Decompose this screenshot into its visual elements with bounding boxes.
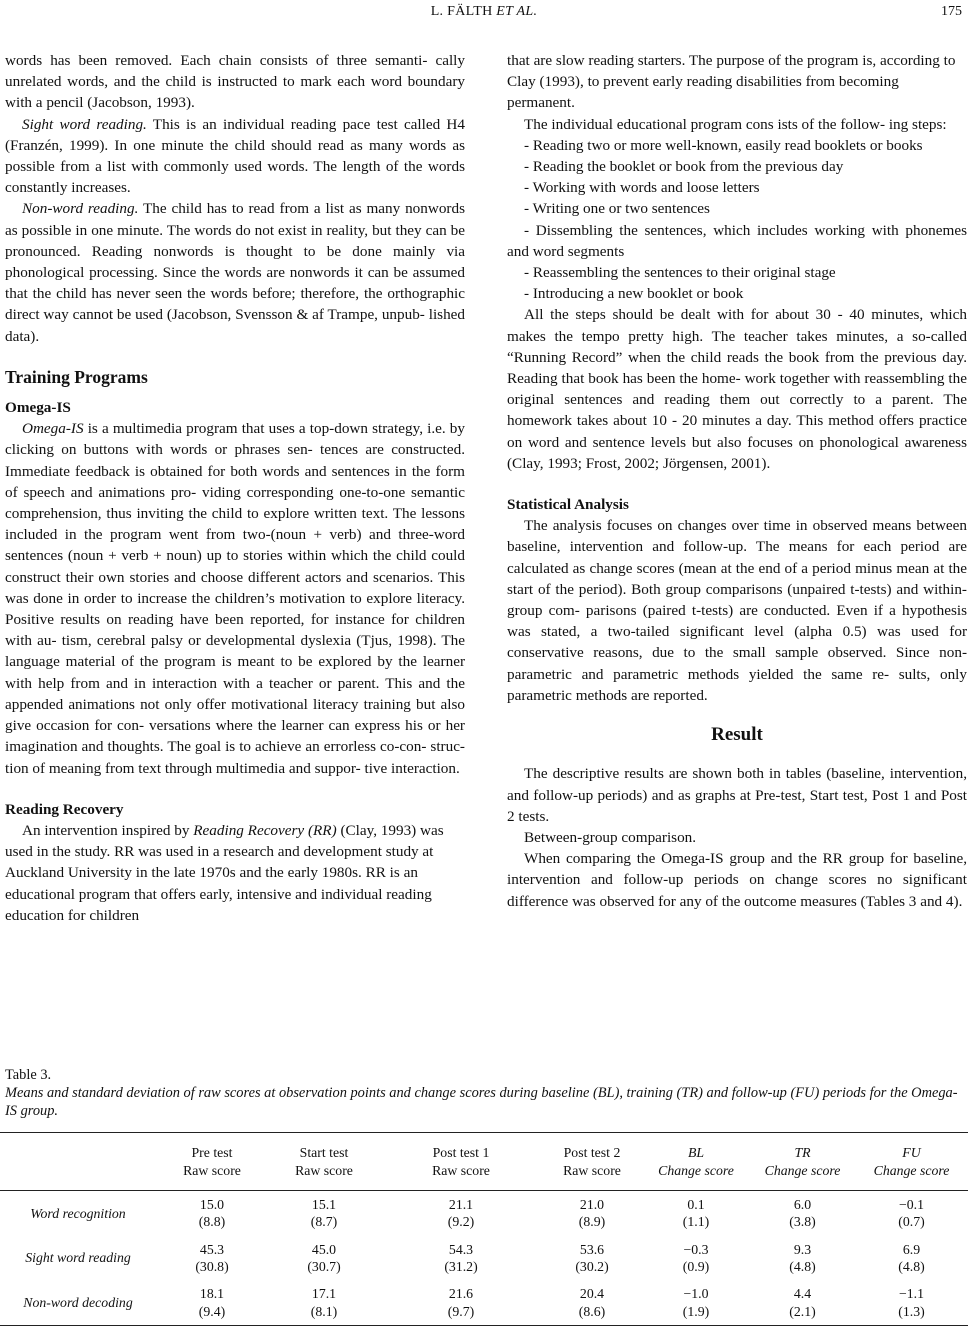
paragraph-text: is a multimedia program that uses a top-down strategy, i.e. by clicking on buttons with words or phrases sen- tences are constructed. Immediate feedback is obtained for both words and sentences in the form of speech and animations pro- viding corresponding one-to-one semantic comprehension, thus inviting the child to explore written text. The lessons included in the program went from two-(noun + verb) and three-word sentences (noun + verb + noun) up to stories within which the child could construct their own stories and choose different actors and scenarios. This was done in order to increase the children’s motivation to explore literacy. Positive results on reading have been reported, for instance for children with au- tism, cerebral palsy or developmental dyslexia (Tjus, 1998). The language material of the program is meant to be explored by the learner with help from and in interaction with a teacher or parent. This and the appended animations not only offer motivational literacy training but also give occasion for con- versations where the learner can express his or her imagination and thoughts. The goal is to achieve an errorless co-con- struc- tion of meaning from text through multimedia and suppor- tive interaction. (5, 420, 465, 777)
paragraph-text: An intervention inspired by (22, 821, 194, 839)
right-column (507, 50, 967, 912)
row-label: Sight word reading (25, 1250, 131, 1266)
table-header-row (0, 1133, 968, 1191)
table-cell: 6.9 (4.8) (898, 1241, 925, 1274)
table-cell: 20.4 (8.6) (542, 1281, 642, 1326)
paragraph: words has been removed. Each chain consists of three semanti- cally unrelated words, and the child is instructed to mark each word boundary with a pencil (Jacobson, 1993). (5, 52, 465, 112)
subsection-heading-rr: Reading Recovery (5, 800, 124, 818)
step-item: - Reassembling the sentences to their original stage (524, 264, 836, 282)
table-cell: 54.3 (31.2) (444, 1241, 478, 1274)
paragraph: that are slow reading starters. The purpose of the program is, according to Clay (1993), to prevent early reading disabilities from becoming permanent. (507, 52, 956, 112)
table-cell: 45.0 (30.7) (307, 1241, 341, 1274)
running-head-etal: ET AL. (496, 4, 538, 19)
table-row (0, 1236, 968, 1281)
table-cell: −0.1 (0.7) (898, 1196, 925, 1230)
paragraph-non-word (5, 198, 465, 346)
table-cell: 18.1 (9.4) (156, 1281, 268, 1326)
paragraph: Between-group comparison. (524, 828, 697, 846)
step-item: - Dissembling the sentences, which includes working with phonemes and word segments (507, 221, 967, 260)
paragraph: All the steps should be dealt with for about 30 - 40 minutes, which makes the tempo pretty high. The teacher takes minutes, a so-called “Running Record” when the child reads the book from the previous day. Reading that book has been the home- work together with reassembling the original sentences and reading them out correctly to a parent. The homework takes about 10 - 20 minutes a day. This method offers practice on word and sentence levels but also focuses on phonological awareness (Clay, 1993; Frost, 2002; Jörgensen, 2001). (507, 306, 967, 472)
caption-text: ) periods for the Omega-IS group. (5, 1085, 958, 1119)
running-head-author: L. FÄLTH (430, 4, 493, 19)
paragraph-text: The child has to read from a list as many nonwords as possible in one minute. The words do not exist in reality, but they can be pronounced. Reading nonwords is thought to be done mainly via phonological processing. Since the words are nonwords it can be assumed that the child has never seen the words before; therefore, the orthographic direct way cannot be used (Jacobson, Svensson & af Trampe, unpub- lished data). (5, 200, 465, 345)
run-in-label: Reading Recovery (RR) (193, 821, 337, 839)
step-item: - Working with words and loose letters (524, 179, 760, 197)
caption-text: ), training ( (614, 1085, 682, 1101)
table-cell: 9.3 (4.8) (789, 1241, 816, 1274)
header-cell: Post test 1 Raw score (380, 1133, 542, 1191)
table-cell: 15.0 (8.8) (198, 1196, 226, 1230)
row-label: Word recognition (30, 1205, 126, 1221)
run-in-label: Sight word reading. (22, 115, 147, 133)
table-cell: −0.3 (0.9) (682, 1241, 710, 1274)
header-cell: Post test 2 Raw score (542, 1133, 642, 1191)
left-column (5, 50, 465, 926)
header-cell: Start test Raw score (268, 1133, 380, 1191)
subsection-heading-omega: Omega-IS (5, 399, 71, 417)
running-head (0, 4, 968, 20)
subsection-heading-statistical: Statistical Analysis (507, 496, 629, 514)
header-cell: BL Change score (642, 1133, 750, 1191)
section-heading-training: Training Programs (5, 366, 148, 387)
caption-text: ) and follow-up ( (698, 1085, 796, 1101)
table-3 (0, 1132, 968, 1326)
table-cell: 4.4 (2.1) (750, 1281, 855, 1326)
run-in-label: Omega-IS (22, 420, 84, 438)
table-cell: 0.1 (1.1) (682, 1196, 710, 1230)
paragraph: When comparing the Omega-IS group and the RR group for baseline, intervention and follow-up periods on change scores no significant difference was observed for any of the outcome measures (Tables 3 and 4). (507, 850, 967, 910)
step-item: - Introducing a new booklet or book (524, 285, 744, 303)
table-cell: 6.0 (3.8) (789, 1196, 816, 1230)
paragraph: The analysis focuses on changes over time in observed means between baseline, intervention and follow-up. The means for each period are calculated as change scores (mean at the end of a period minus mean at the start of the period). Both group comparisons (unpaired t-tests) and within-group com- parisons (paired t-tests) are conducted. Even if a hypothesis was stated, a two-tailed significant level (alpha 0.5) was used for conservative reasons, due to the small sample observed. Since non-parametric and parametric methods yielded the same re- sults, only parametric methods are reported. (507, 517, 967, 704)
page-header (0, 2, 968, 24)
paragraph: The individual educational program cons ists of the follow- ing steps: (524, 115, 947, 133)
section-heading-result: Result (711, 724, 763, 746)
row-label: Non-word decoding (0, 1281, 156, 1326)
header-cell: TR Change score (750, 1133, 855, 1191)
paragraph-omega (5, 418, 465, 778)
table-caption (5, 1084, 968, 1120)
header-cell: FU Change score (855, 1133, 968, 1191)
table-cell: 53.6 (30.2) (575, 1241, 609, 1274)
table-cell: 45.3 (30.8) (195, 1241, 229, 1274)
paragraph-text: (Clay, 1993) was used in the study. RR was used in a research and development study at Auckland University in the late 1970s and the early 1980s. RR is an educational program that offers early, intensive and individual reading education for children (5, 821, 444, 924)
caption-abbr-tr: TR (681, 1085, 699, 1101)
table-cell: −1.0 (1.9) (642, 1281, 750, 1326)
paragraph-rr (5, 820, 465, 926)
header-cell-empty (0, 1133, 156, 1191)
paragraph-sight-word (5, 114, 465, 199)
step-item: - Reading two or more well-known, easily read booklets or books (524, 136, 923, 154)
step-item: - Reading the booklet or book from the previous day (524, 158, 844, 176)
table-cell: 21.1 (9.2) (447, 1196, 475, 1230)
table-row (0, 1191, 968, 1236)
paragraph: The descriptive results are shown both in tables (baseline, intervention, and follow-up periods) and as graphs at Pre-test, Start test, Post 1 and Post 2 tests. (507, 765, 967, 825)
caption-abbr-fu: FU (795, 1085, 815, 1101)
table-cell: −1.1 (1.3) (855, 1281, 968, 1326)
caption-abbr-bl: BL (597, 1085, 615, 1101)
caption-text: Means and standard deviation of raw scores at observation points and change scores during baseline ( (5, 1085, 598, 1101)
table-row (0, 1281, 968, 1326)
header-cell: Pre test Raw score (156, 1133, 268, 1191)
table-cell: 15.1 (8.7) (310, 1196, 338, 1230)
step-item: - Writing one or two sentences (524, 200, 710, 218)
table-label: Table 3. (5, 1067, 52, 1083)
run-in-label: Non-word reading. (22, 200, 139, 218)
page-number: 175 (941, 4, 962, 19)
table-cell: 21.6 (9.7) (380, 1281, 542, 1326)
table-3-block (5, 1066, 968, 1319)
table-cell: 21.0 (8.9) (578, 1196, 606, 1230)
paragraph-text: This is an individual reading pace test called H4 (Franzén, 1999). In one minute the child should read as many words as possible from a list with commonly used words. The length of the words constantly increases. (5, 115, 465, 197)
table-cell: 17.1 (8.1) (268, 1281, 380, 1326)
